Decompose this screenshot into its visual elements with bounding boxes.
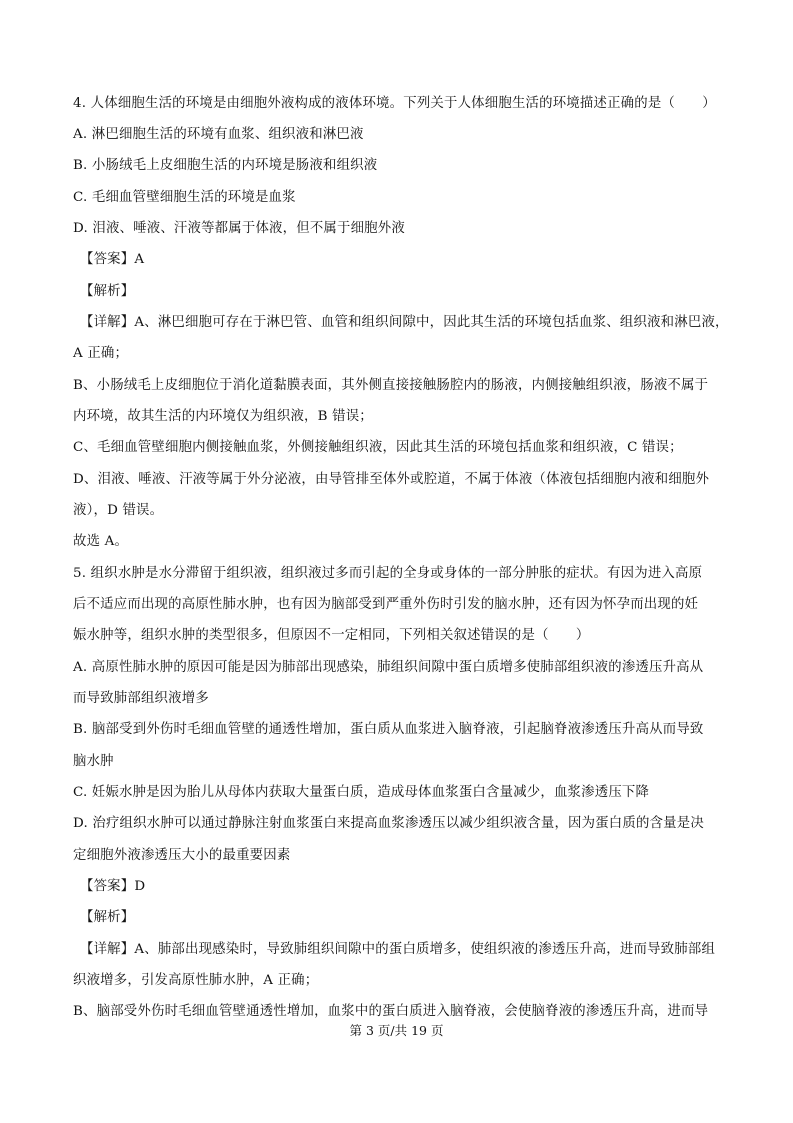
question-5-stem-line: 娠水肿等，组织水肿的类型很多，但原因不一定相同，下列相关叙述错误的是（ ） xyxy=(73,628,590,643)
page-number-footer: 第 3 页/共 19 页 xyxy=(349,1023,444,1038)
question-4-stem: 4. 人体细胞生活的环境是由细胞外液构成的液体环境。下列关于人体细胞生活的环境描述正确的是（ ） xyxy=(73,96,716,111)
question-5-answer: 【答案】D xyxy=(80,879,146,894)
question-5-option-a-cont: 而导致肺部组织液增多 xyxy=(73,691,209,706)
question-4-detail-line: D、泪液、唾液、汗液等属于外分泌液，由导管排至体外或腔道，不属于体液（体液包括细胞内液和细胞外 xyxy=(73,472,710,487)
question-4-answer: 【答案】A xyxy=(80,252,145,267)
question-5-option-a: A. 高原性肺水肿的原因可能是因为肺部出现感染，肺组织间隙中蛋白质增多使肺部组织液的渗透压升高从 xyxy=(73,660,704,675)
question-5-option-b: B. 脑部受到外伤时毛细血管壁的通透性增加，蛋白质从血浆进入脑脊液，引起脑脊液渗透压升高从而导致 xyxy=(73,722,704,737)
question-5-detail-line: 【详解】A、肺部出现感染时，导致肺组织间隙中的蛋白质增多，使组织液的渗透压升高，进而导致肺部组 xyxy=(80,942,716,957)
question-4-detail-line: 液），D 错误。 xyxy=(73,503,164,518)
question-4-detail-line: B、小肠绒毛上皮细胞位于消化道黏膜表面，其外侧直接接触肠腔内的肠液，内侧接触组织液，肠液不属于 xyxy=(73,378,709,393)
question-5-option-d: D. 治疗组织水肿可以通过静脉注射血浆蛋白来提高血浆渗透压以减少组织液含量，因为蛋白质的含量是决 xyxy=(73,816,704,831)
question-4-detail-line: A 正确； xyxy=(73,346,129,361)
question-4-option-a: A. 淋巴细胞生活的环境有血浆、组织液和淋巴液 xyxy=(73,127,364,142)
question-5-detail-line: 织液增多，引发高原性肺水肿，A 正确； xyxy=(73,973,319,988)
question-4-option-c: C. 毛细血管壁细胞生活的环境是血浆 xyxy=(73,190,296,205)
question-4-detail-line: 【详解】A、淋巴细胞可存在于淋巴管、血管和组织间隙中，因此其生活的环境包括血浆、组织液和淋巴液， xyxy=(80,315,729,330)
question-5-option-b-cont: 脑水肿 xyxy=(73,754,114,769)
question-4-conclusion: 故选 A。 xyxy=(73,534,129,549)
question-5-option-d-cont: 定细胞外液渗透压大小的最重要因素 xyxy=(73,848,291,863)
question-5-stem-line: 后不适应而出现的高原性肺水肿，也有因为脑部受到严重外伤时引发的脑水肿，还有因为怀孕而出现的妊 xyxy=(73,597,699,612)
question-5-option-c: C. 妊娠水肿是因为胎儿从母体内获取大量蛋白质，造成母体血浆蛋白含量减少，血浆渗透压下降 xyxy=(73,785,650,800)
question-4-analysis-label: 【解析】 xyxy=(80,284,135,299)
question-5-stem-line: 5. 组织水肿是水分滞留于组织液，组织液过多而引起的全身或身体的一部分肿胀的症状。有因为进入高原 xyxy=(73,566,703,581)
question-4-detail-line: 内环境，故其生活的内环境仅为组织液，B 错误； xyxy=(73,409,373,424)
question-4-option-d: D. 泪液、唾液、汗液等都属于体液，但不属于细胞外液 xyxy=(73,221,405,236)
question-5-analysis-label: 【解析】 xyxy=(80,910,135,925)
question-5-detail-line: B、脑部受外伤时毛细血管壁通透性增加，血浆中的蛋白质进入脑脊液，会使脑脊液的渗透压升高，进而导 xyxy=(73,1004,709,1019)
question-4-option-b: B. 小肠绒毛上皮细胞生活的内环境是肠液和组织液 xyxy=(73,158,378,173)
question-4-detail-line: C、毛细血管壁细胞内侧接触血浆，外侧接触组织液，因此其生活的环境包括血浆和组织液，C 错误； xyxy=(73,440,683,455)
